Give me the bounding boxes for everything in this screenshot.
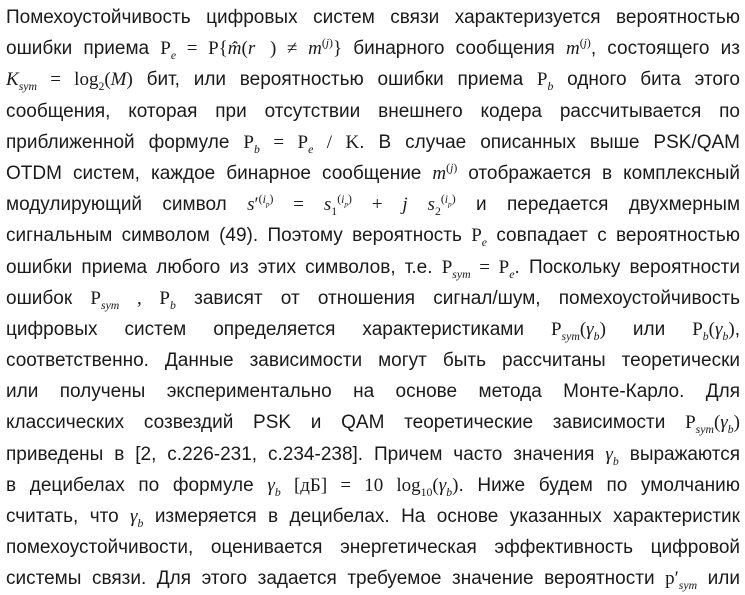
text-run: . В случае описанных выше PSK/QAM bbox=[359, 131, 740, 153]
text-run: и передается двухмерным bbox=[455, 194, 740, 216]
math-formula: $m^{(j)}$ bbox=[432, 161, 458, 184]
text-run: модулирующий символ bbox=[6, 194, 248, 216]
text-run: ошибки приема bbox=[6, 38, 161, 60]
text-run: или получены экспериментально на основе метода Монте-Карло. Для bbox=[6, 381, 740, 403]
text-run: системы связи. Для этого задается требуемое значение вероятности bbox=[6, 568, 666, 590]
text-run: отображается в комплексный bbox=[457, 162, 740, 184]
text-run: совпадает с вероятностью bbox=[487, 225, 740, 247]
text-run: или bbox=[697, 568, 740, 590]
math-formula: $\gamma_b$ bbox=[130, 506, 144, 530]
text-run: сообщения, которая при отсутствии внешнего кодера рассчитывается по bbox=[6, 100, 740, 122]
text-line bbox=[6, 220, 740, 251]
text-run: Помехоустойчивость цифровых систем связи характеризуется вероятностью bbox=[6, 7, 740, 28]
text-run: приведены в [2, с.226-231, с.234-238]. Причем часто значения bbox=[6, 443, 606, 465]
math-formula: $p'_{sym}$ bbox=[665, 568, 698, 593]
text-run: . Ниже будем по умолчанию bbox=[458, 474, 740, 496]
math-formula: $P_e$ bbox=[471, 225, 488, 250]
math-formula: $P_b$ bbox=[536, 69, 554, 94]
text-run: OTDM систем, каждое бинарное сообщение bbox=[6, 162, 433, 184]
text-run: . Поскольку вероятности bbox=[514, 256, 740, 278]
text-line bbox=[6, 314, 740, 345]
text-run: одного бита этого bbox=[553, 69, 740, 91]
text-line bbox=[6, 96, 740, 127]
text-run: соответственно. Данные зависимости могут быть рассчитаны теоретически bbox=[6, 350, 740, 372]
text-line bbox=[6, 127, 740, 158]
text-run: ошибки приема любого из этих символов, т.е. bbox=[6, 256, 442, 278]
text-run: , состоящего из bbox=[590, 38, 740, 60]
text-line bbox=[6, 189, 740, 220]
text-run: помехоустойчивости, оценивается энергетическая эффективность цифровой bbox=[6, 537, 740, 559]
math-formula: $P_b = P_e / K$ bbox=[243, 131, 360, 156]
math-formula: $m^{(j)}$ bbox=[565, 36, 591, 60]
text-line bbox=[6, 2, 740, 33]
math-formula: $\gamma_b$ [дБ] = 10 $\log_{10}(\gamma_b)$ bbox=[267, 474, 459, 499]
text-run: приближенной формуле bbox=[6, 131, 244, 153]
math-formula: $K_{sym} = \log_2(M)$ bbox=[6, 69, 133, 94]
math-formula: $P_{sym} = P_e$ bbox=[441, 256, 515, 281]
text-line bbox=[6, 376, 740, 407]
text-run: в децибелах по формуле bbox=[6, 474, 268, 496]
body-paragraph bbox=[6, 2, 740, 595]
math-formula: $P_b(\gamma_b)$ bbox=[692, 318, 735, 343]
text-line bbox=[6, 252, 740, 283]
text-line bbox=[6, 501, 740, 532]
text-run: зависят от отношения сигнал/шум, помехоустойчивость bbox=[175, 287, 740, 309]
text-run: считать, что bbox=[6, 506, 131, 527]
math-formula: $s'^{(i_p)} = s_1^{(i_p)} + j$ $s_2^{(i_p)}$ bbox=[247, 192, 456, 218]
math-formula: $P_e$ = P{m̂(r⃗) ≠ $m^{(j)}$} bbox=[160, 36, 343, 62]
math-formula: $\gamma_b$ bbox=[605, 443, 619, 468]
text-run: бинарного сообщения bbox=[342, 38, 566, 60]
math-formula: $P_{sym}(\gamma_b)$ bbox=[685, 412, 740, 437]
text-run: бит, или вероятностью ошибки приема bbox=[132, 69, 537, 91]
text-run: измеряется в децибелах. На основе указанных характеристик bbox=[143, 506, 740, 527]
text-run: , bbox=[734, 318, 740, 340]
text-run: цифровых систем определяется характеристиками bbox=[6, 318, 551, 340]
text-run: ошибок bbox=[6, 287, 91, 309]
text-run: сигнальным символом (49). Поэтому вероятность bbox=[6, 225, 472, 247]
text-line bbox=[6, 33, 740, 64]
text-run: или bbox=[605, 318, 693, 340]
text-line bbox=[6, 470, 740, 501]
text-run: классических созвездий PSK и QAM теоретические зависимости bbox=[6, 412, 686, 434]
text-line bbox=[6, 439, 740, 470]
text-line bbox=[6, 64, 740, 95]
math-formula: $P_{sym}$ , $P_b$ bbox=[90, 287, 176, 312]
text-line bbox=[6, 563, 740, 594]
text-line bbox=[6, 345, 740, 376]
math-formula: $P_{sym}(\gamma_b)$ bbox=[550, 318, 606, 343]
text-line bbox=[6, 158, 740, 189]
text-line bbox=[6, 532, 740, 563]
text-line bbox=[6, 283, 740, 314]
text-line bbox=[6, 407, 740, 438]
text-run: выражаются bbox=[618, 443, 740, 465]
